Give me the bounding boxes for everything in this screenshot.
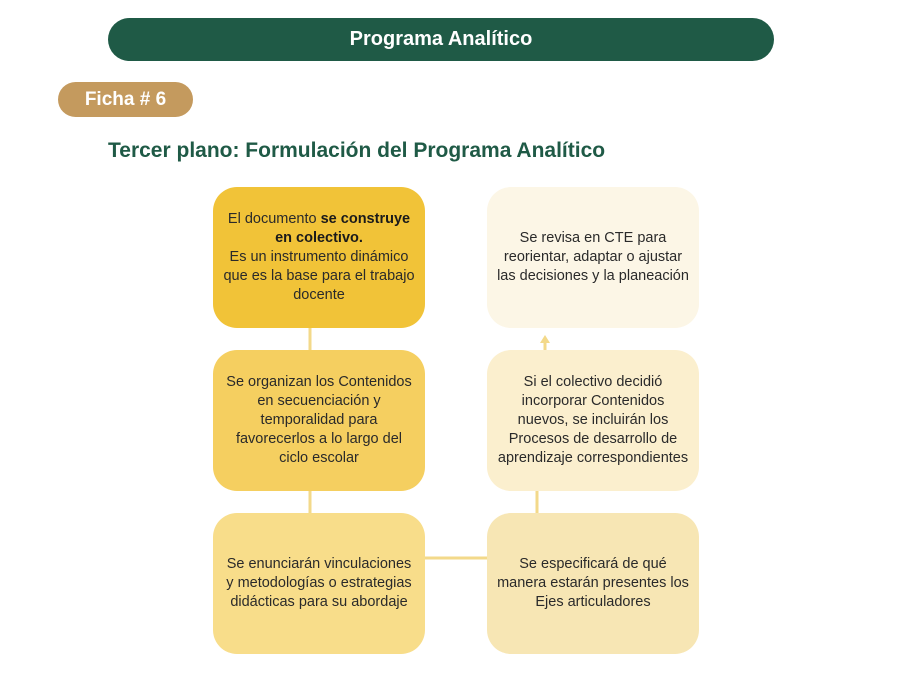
box1-bold: se construye en colectivo. xyxy=(275,211,411,246)
box1-prefix: El documento xyxy=(227,211,321,227)
box3-text: Se enunciarán vinculaciones y metodologías o estrategias didácticas para su abordaje xyxy=(226,556,412,610)
box-revisa-cte xyxy=(487,187,699,328)
box5-text: Si el colectivo decidió incorporar Contenidos nuevos, se incluirán los Procesos de desarrollo de aprendizaje correspondientes xyxy=(497,374,689,466)
arrow-head-up xyxy=(540,335,550,343)
section-title: Tercer plano: Formulación del Programa Analítico xyxy=(108,139,606,162)
header-title: Programa Analítico xyxy=(349,28,533,50)
box6-text: Se especificará de qué manera estarán presentes los Ejes articuladores xyxy=(497,556,689,610)
box4-text: Se revisa en CTE para reorientar, adaptar o ajustar las decisiones y la planeación xyxy=(497,230,689,284)
box-contenidos-nuevos xyxy=(487,350,699,491)
box-construye-colectivo xyxy=(213,187,425,328)
ficha-label: Ficha # 6 xyxy=(84,88,167,110)
box1-rest: Es un instrumento dinámico que es la base para el trabajo docente xyxy=(223,249,415,303)
box2-text: Se organizan los Contenidos en secuenciación y temporalidad para favorecerlos a lo largo del ciclo escolar xyxy=(226,374,412,466)
box-ejes-articuladores xyxy=(487,513,699,654)
box-vinculaciones xyxy=(213,513,425,654)
box-organizan-contenidos xyxy=(213,350,425,491)
